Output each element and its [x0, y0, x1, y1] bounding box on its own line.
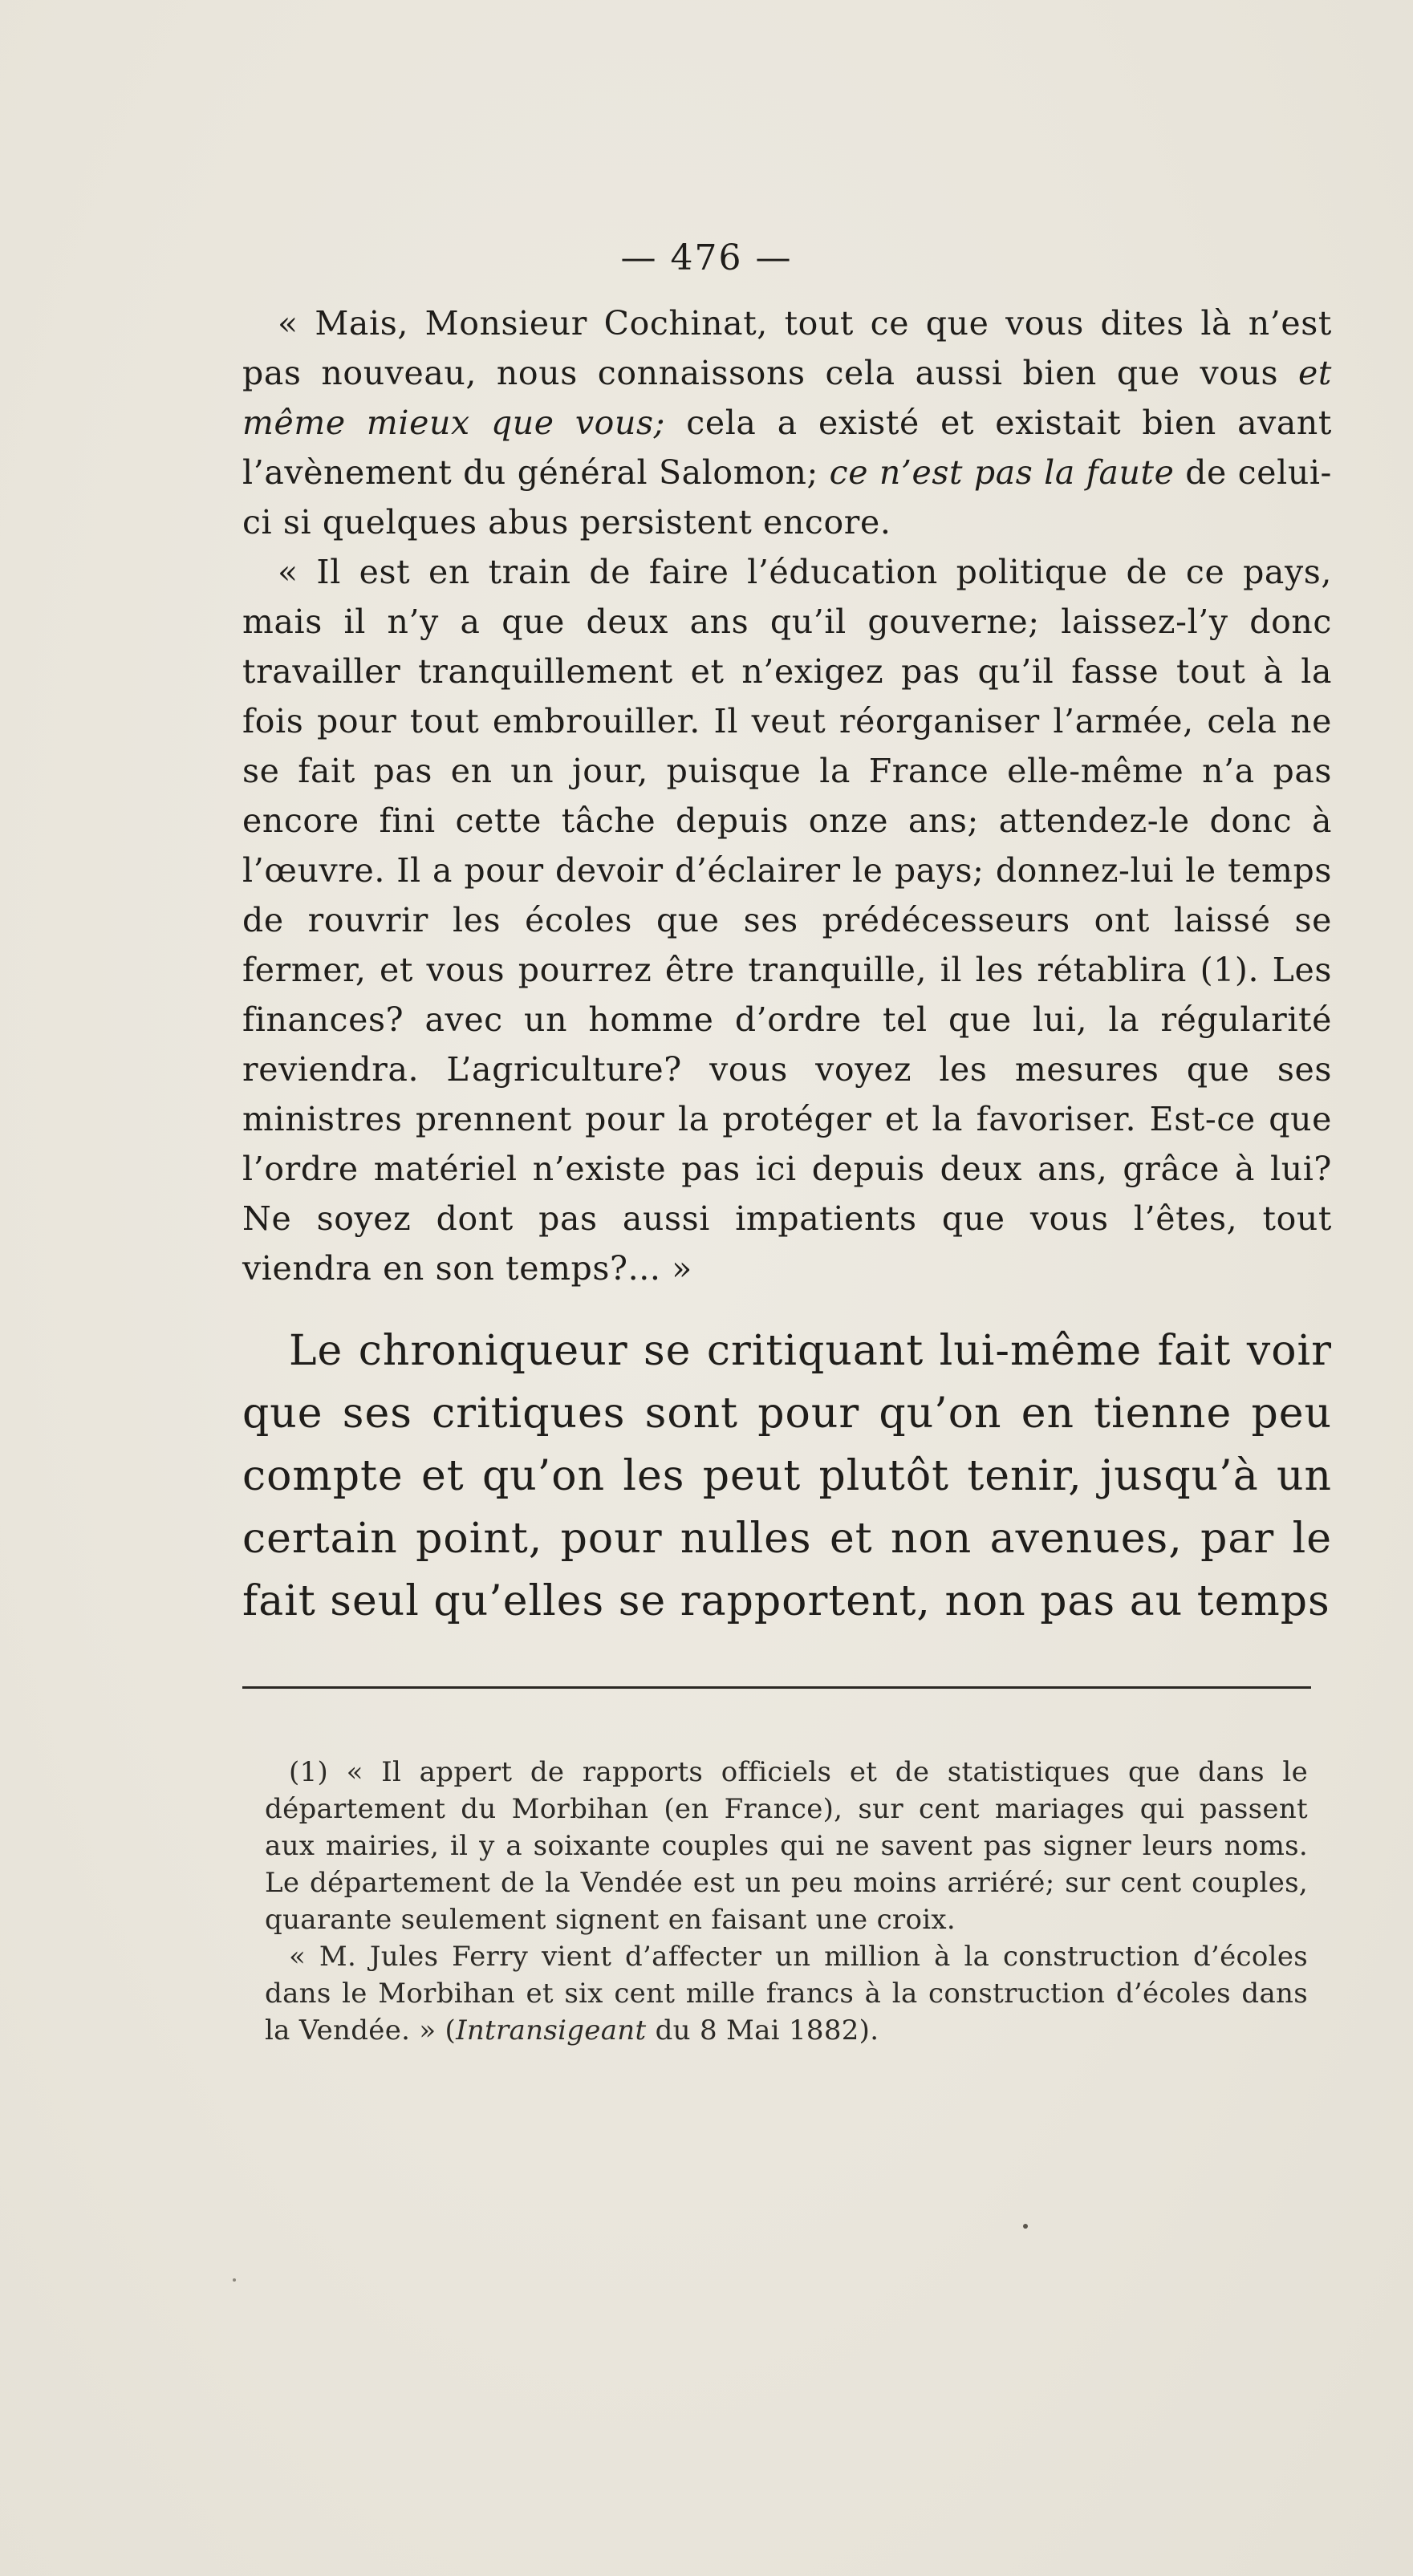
quote-paragraph-2: « Il est en train de faire l’éducation politique de ce pays, mais il n’y a que deux ans qu’il gouverne; laissez-l’y donc travailler tranquillement et n’exigez pas qu’il fasse tout à la fois pour tout embrouiller. Il veut réorganiser l’armée, cela ne se fait pas en un jour, puisque la France elle-même n’a pas encore fini cette tâche depuis onze ans; attendez-le donc à l’œuvre. Il a pour devoir d’éclairer le pays; donnez-lui le temps de rouvrir les écoles que ses prédécesseurs ont laissé se fermer, et vous pourrez être tranquille, il les rétablira (1). Les finances? avec un homme d’ordre tel que lui, la régularité reviendra. L’agriculture? vous voyez les mesures que ses ministres prennent pour la protéger et la favoriser. Est-ce que l’ordre matériel n’existe pas ici depuis deux ans, grâce à lui? Ne soyez dont pas aussi impatients que vous l’êtes, tout viendra en son temps?... » [242, 553, 1332, 1288]
paper-speck [1023, 2224, 1028, 2229]
page-number: — 476 — [620, 237, 793, 278]
quote-p1-italic-b: ce n’est pas la faute [829, 453, 1175, 492]
footnote-2-text-a: « M. Jules Ferry vient d’affecter un million à la construction d’écoles dans le Morbihan et six cent mille francs à la construction d’écoles dans la Vendée. » ( [265, 1941, 1308, 2047]
paper-speck [233, 2278, 236, 2282]
footnote-1: (1) « Il appert de rapports officiels et de statistiques que dans le département du Morbihan (en France), sur cent mariages qui passent aux mairies, il y a soixante couples qui ne savent pas signer leurs noms. Le département de la Vendée est un peu moins arriéré; sur cent couples, quarante seulement signent en faisant une croix. [265, 1756, 1308, 1936]
quote-p1-text-c: de celui-ci si quelques abus persistent encore. [242, 453, 1332, 542]
footnote-rule [242, 1686, 1311, 1689]
main-paragraph: Le chroniqueur se critiquant lui-même fait voir que ses critiques sont pour qu’on en tienne peu compte et qu’on les peut plutôt tenir, jusqu’à un certain point, pour nulles et non avenues, par le fait seul qu’elles se rapportent, non pas au temps [242, 1327, 1332, 1625]
quote-p1-text-a: « Mais, Monsieur Cochinat, tout ce que vous dites là n’est pas nouveau, nous connaissons cela aussi bien que vous [242, 304, 1332, 392]
quote-p1-italic-a: et même mieux que vous; [242, 354, 1332, 442]
quoted-speech [242, 298, 1332, 1293]
footnote-2-text-b: du 8 Mai 1882). [646, 2014, 879, 2047]
footnote-2 [265, 1938, 1308, 2049]
footnote-2-source-title: Intransigeant [456, 2014, 647, 2047]
footnotes [265, 1754, 1308, 2049]
quote-paragraph-1 [242, 298, 1332, 547]
quote-p1-text-b: cela a existé et existait bien avant l’avènement du général Salomon; [242, 404, 1333, 492]
